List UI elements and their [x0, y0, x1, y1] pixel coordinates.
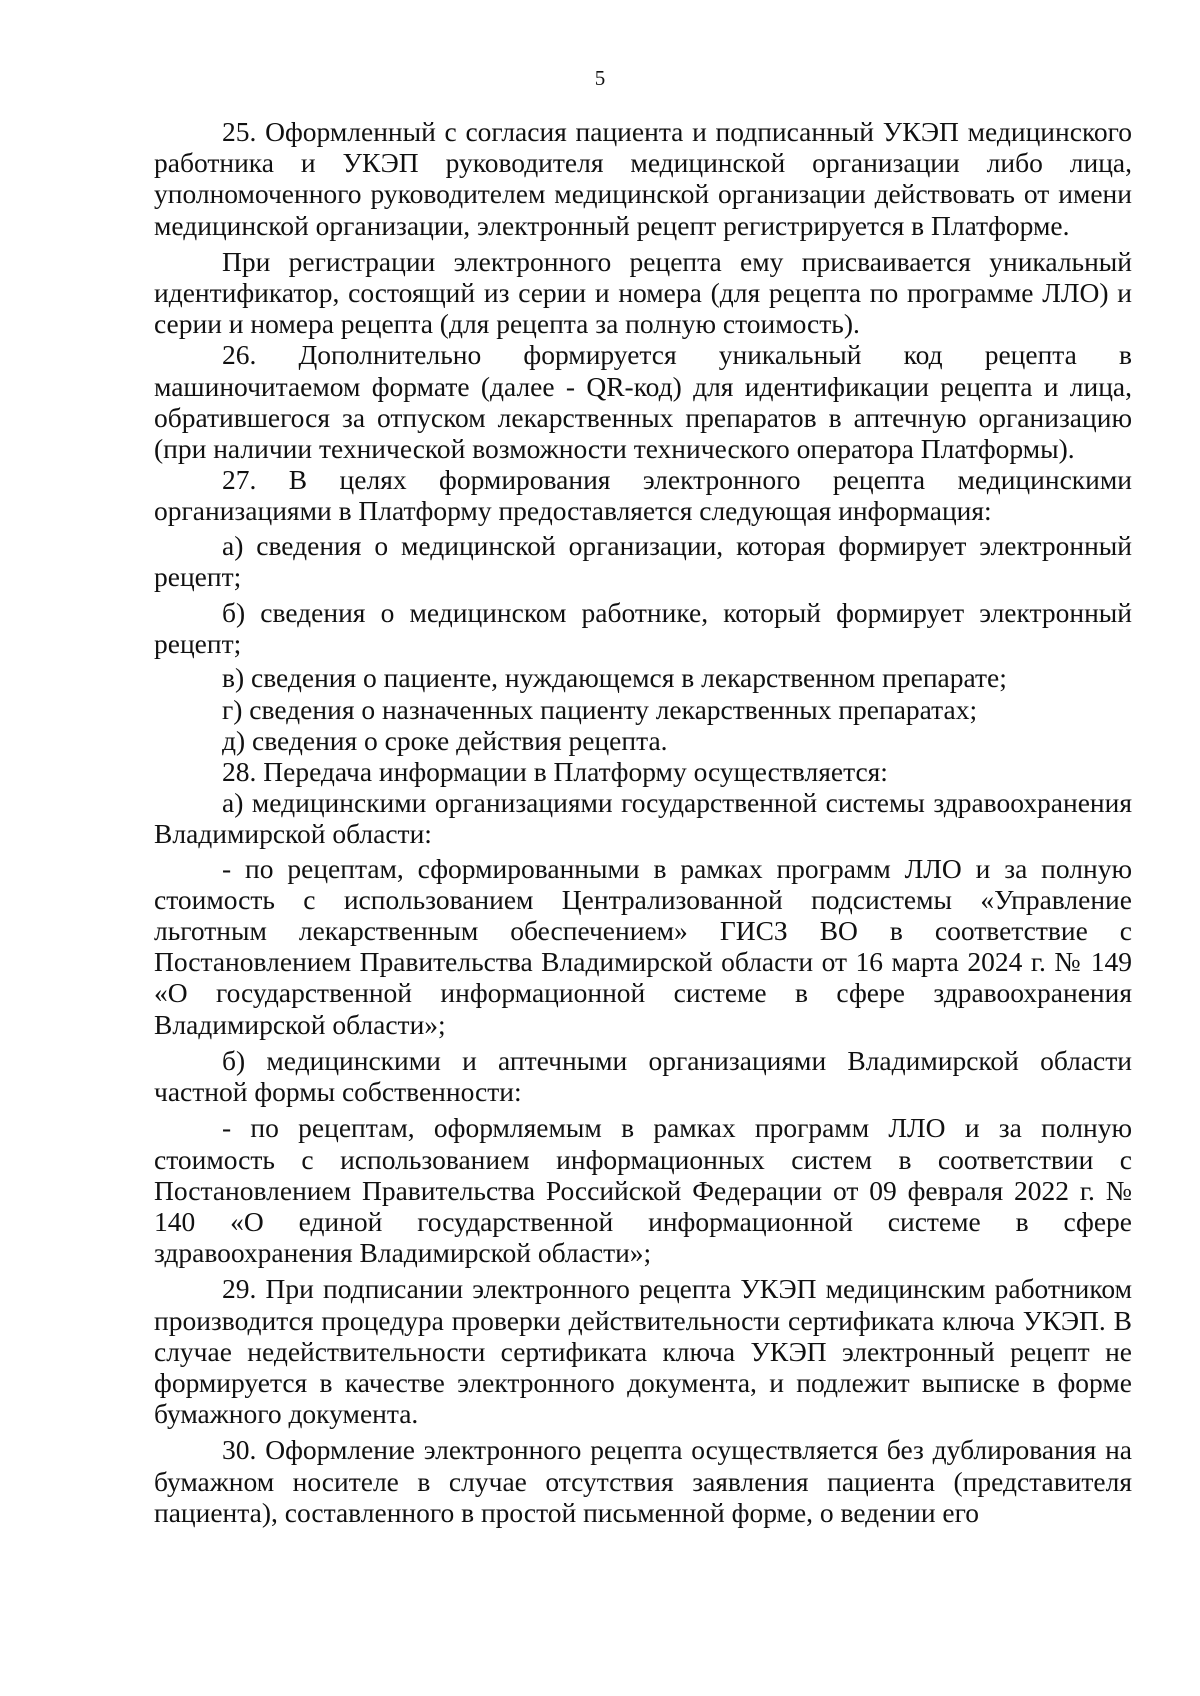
paragraph-28-item-a: а) медицинскими организациями государственной системы здравоохранения Владимирской области: — [154, 787, 1132, 850]
paragraph-28-item-a-detail: - по рецептам, сформированными в рамках программ ЛЛО и за полную стоимость с использованием Централизованной подсистемы «Управление льготным лекарственным обеспечением» ГИСЗ ВО в соответствие с Постановлением Правительства Владимирской области от 16 марта 2024 г. № 149 «О государственной информационной системе в сфере здравоохранения Владимирской области»; — [154, 852, 1132, 1040]
paragraph-25: 25. Оформленный с согласия пациента и подписанный УКЭП медицинского работника и УКЭП руководителя медицинской организации либо лица, уполномоченного руководителем медицинской организации действовать от имени медицинской организации, электронный рецепт регистрируется в Платформе. — [154, 116, 1132, 241]
paragraph-28-item-b: б) медицинскими и аптечными организациями Владимирской области частной формы собственности: — [154, 1044, 1132, 1108]
page-number: 5 — [594, 66, 606, 90]
paragraph-27: 27. В целях формирования электронного рецепта медицинскими организациями в Платформу предоставляется следующая информация: — [154, 464, 1132, 527]
paragraph-30: 30. Оформление электронного рецепта осуществляется без дублирования на бумажном носителе в случае отсутствия заявления пациента (представителя пациента), составленного в простой письменной форме, о ведении его — [154, 1434, 1132, 1528]
document-body — [154, 116, 1132, 1528]
paragraph-28-item-b-detail: - по рецептам, оформляемым в рамках программ ЛЛО и за полную стоимость с использованием информационных систем в соответствии с Постановлением Правительства Российской Федерации от 09 февраля 2022 г. № 140 «О единой государственной информационной системе в сфере здравоохранения Владимирской области»; — [154, 1112, 1132, 1269]
paragraph-25-registration: При регистрации электронного рецепта ему присваивается уникальный идентификатор, состоящий из серии и номера (для рецепта по программе ЛЛО) и серии и номера рецепта (для рецепта за полную стоимость). — [154, 245, 1132, 340]
paragraph-27-item-d: д) сведения о сроке действия рецепта. — [222, 724, 668, 756]
paragraph-27-item-b: б) сведения о медицинском работнике, который формирует электронный рецепт; — [154, 597, 1132, 660]
paragraph-29: 29. При подписании электронного рецепта УКЭП медицинским работником производится процедура проверки действительности сертификата ключа УКЭП. В случае недействительности сертификата ключа УКЭП электронный рецепт не формируется в качестве электронного документа, и подлежит выписке в форме бумажного документа. — [154, 1273, 1132, 1430]
paragraph-27-item-a: а) сведения о медицинской организации, которая формирует электронный рецепт; — [154, 529, 1132, 592]
paragraph-26: 26. Дополнительно формируется уникальный код рецепта в машиночитаемом формате (далее - QR-код) для идентификации рецепта и лица, обратившегося за отпуском лекарственных препаратов в аптечную организацию (при наличии технической возможности технического оператора Платформы). — [154, 339, 1132, 465]
paragraph-28: 28. Передача информации в Платформу осуществляется: — [222, 756, 888, 788]
paragraph-27-item-v: в) сведения о пациенте, нуждающемся в лекарственном препарате; — [222, 662, 1007, 694]
paragraph-27-item-g: г) сведения о назначенных пациенту лекарственных препаратах; — [222, 693, 978, 725]
